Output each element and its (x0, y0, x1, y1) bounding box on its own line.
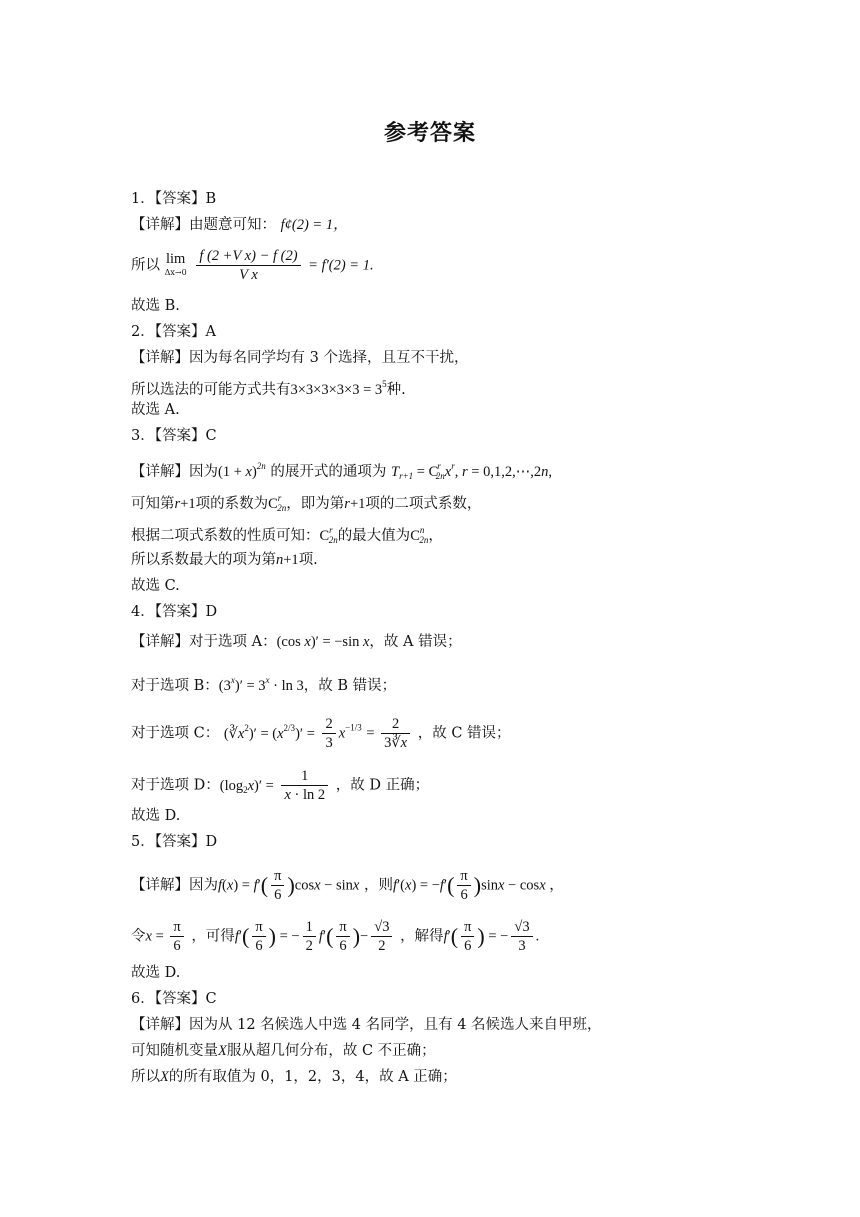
answer-2-detail: 【详解】因为每名同学均有 3 个选择，且互不干扰， (131, 350, 469, 366)
page-title: 参考答案 (383, 120, 476, 146)
answer-5-substitute: 令x = $\frac{\pi}{6}$ ，可得f′( $\frac{\pi}{6}$ ) = − $\frac{1}{2}$ f′( $\frac{\pi}{6}$ )− $\frac{√3}{2}$ ，解得f′( $\frac{\pi}{6}$ ) = − $\frac{√3}{3}$ . (131, 919, 540, 954)
answer-2-conclusion: 故选 A. (131, 402, 180, 418)
answer-3-coefficient: 可知第r+1项的系数为$C^r_{2n}$，即为第r+1项的二项式系数， (131, 493, 482, 513)
answer-3-header: 3．【答案】C (131, 428, 217, 444)
answer-5-detail: 【详解】因为f(x) = f′( $\frac{\pi}{6}$ )cosx − sinx ，则f′(x) = −f′( $\frac{\pi}{6}$ )sinx − cosx ， (131, 868, 564, 903)
answer-5-header: 5．【答案】D (131, 834, 218, 850)
answer-4-option-b: 对于选项 B：$(3^x)' = 3^x \cdot \ln 3$，故 B 错误； (131, 675, 397, 694)
answer-3-conclusion: 故选 C. (131, 578, 180, 594)
answer-1-detail: 【详解】由题意可知： f¢(2) = 1， (131, 217, 348, 233)
answer-4-header: 4．【答案】D (131, 604, 218, 620)
answer-3-detail: 【详解】因为$(1 + x)^{2n}$ 的展开式的通项为 $T_{r+1} = C^r_{2n}x^r$, r = 0,1,2,⋯,2n, (131, 461, 552, 481)
answer-3-max-term: 所以系数最大的项为第n+1项. (131, 552, 318, 568)
answer-4-option-d: 对于选项 D：$(\log_2x)'$ = $\frac{1}{x \cdot \ln 2}$ ，故 D 正确； (131, 768, 430, 803)
answer-6-values: 所以X的所有取值为 0，1，2，3，4，故 A 正确； (131, 1069, 457, 1085)
answer-6-detail: 【详解】因为从 12 名候选人中选 4 名同学，且有 4 名候选人来自甲班， (131, 1017, 602, 1033)
answer-2-count: 所以选法的可能方式共有$3\times 3\times 3\times 3\times 3 = 3^5$种. (131, 379, 406, 398)
answer-1-header: 1．【答案】B (131, 191, 217, 207)
answer-6-distribution: 可知随机变量X服从超几何分布，故 C 不正确； (131, 1043, 436, 1059)
answer-6-header: 6．【答案】C (131, 991, 217, 1007)
answer-3-property: 根据二项式系数的性质可知：$C^r_{2n}$的最大值为$C^n_{2n}$， (131, 525, 443, 545)
answer-4-option-a: 【详解】对于选项 A：(cos x)′ = −sin x，故 A 错误； (131, 634, 462, 650)
answer-4-option-c: 对于选项 C： $(∛x^2)' = (x^{2/3})'$ = $\frac{2}{3}$ $x^{-1/3}$ = $\frac{2}{3∛x}$ ，故 C 错误； (131, 716, 511, 751)
answer-1-limit: 所以 lim Δx→0 $\frac{\text{f (2 +V x) − f (2)}}{\text{V x}}$ = f′(2) = 1. (131, 248, 374, 283)
answer-4-conclusion: 故选 D. (131, 808, 181, 824)
answer-5-conclusion: 故选 D. (131, 965, 181, 981)
answer-1-conclusion: 故选 B. (131, 298, 180, 314)
answer-2-header: 2．【答案】A (131, 324, 216, 340)
